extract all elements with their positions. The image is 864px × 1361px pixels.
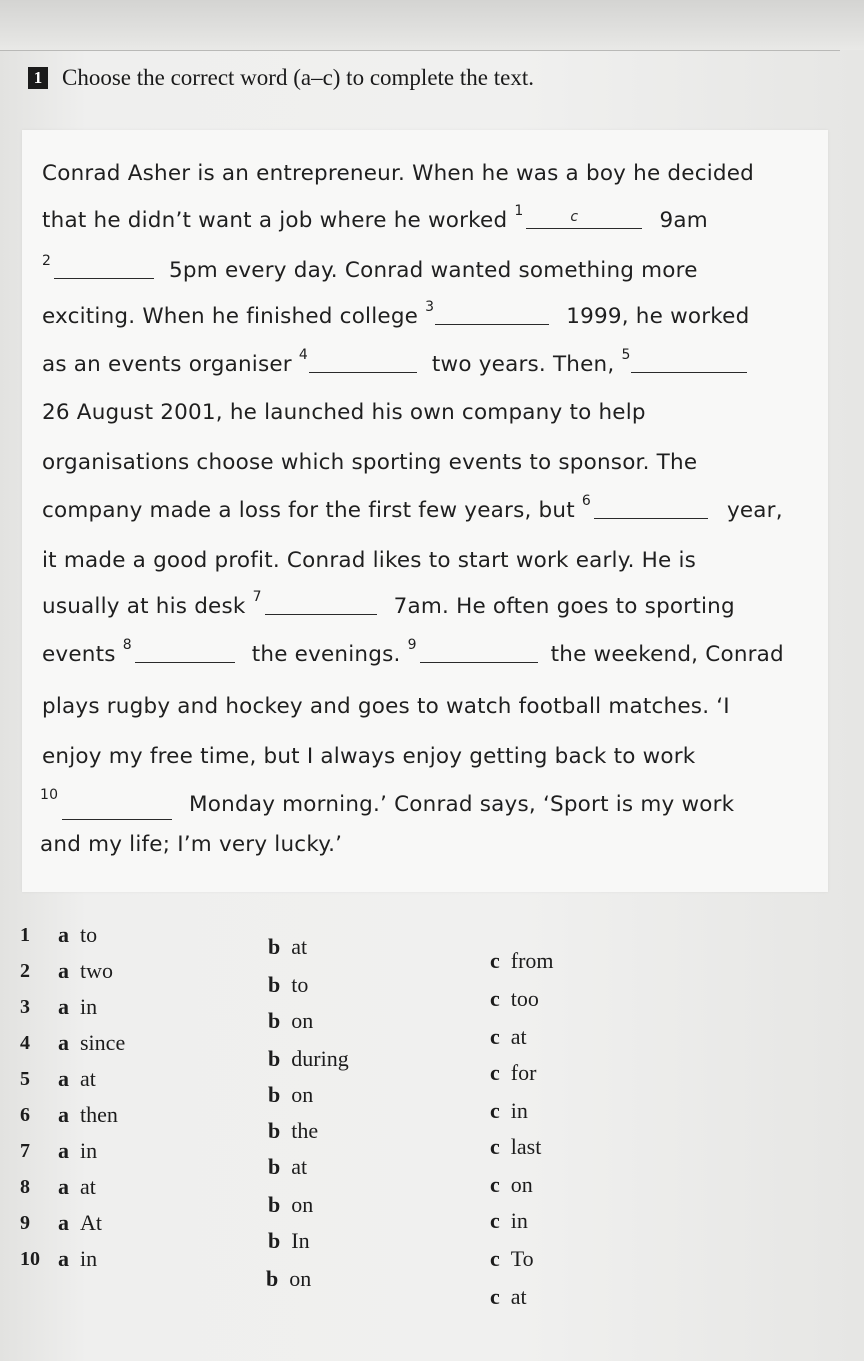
passage-text: two years. Then, <box>431 352 615 377</box>
passage-text: the evenings. <box>251 642 401 667</box>
option-8a[interactable] <box>58 1174 96 1200</box>
option-word: At <box>80 1210 102 1235</box>
option-1a[interactable] <box>58 922 97 948</box>
passage-line <box>42 638 784 672</box>
option-word: in <box>80 994 98 1019</box>
option-7b[interactable] <box>268 1154 307 1180</box>
question-number: 2 <box>20 960 30 982</box>
option-9a[interactable] <box>58 1210 102 1236</box>
blank-5[interactable] <box>621 348 747 382</box>
question-number: 5 <box>20 1068 30 1090</box>
passage-line <box>42 544 696 578</box>
exercise-number: 1 <box>28 67 48 89</box>
question-number: 8 <box>20 1176 30 1198</box>
option-word: on <box>289 1266 312 1291</box>
blank-3[interactable] <box>425 300 549 334</box>
option-word: In <box>291 1228 310 1253</box>
blank-line <box>594 518 708 519</box>
divider <box>0 50 840 51</box>
question-number: 6 <box>20 1104 30 1126</box>
option-word: in <box>510 1208 528 1233</box>
option-10c[interactable] <box>490 1284 527 1310</box>
option-word: to <box>291 972 309 997</box>
blank-7[interactable] <box>253 590 377 624</box>
passage-text: company made a loss for the first few years, but <box>42 498 575 523</box>
blank-answer: c <box>570 209 579 225</box>
passage-text: year, <box>726 498 783 523</box>
passage-text: enjoy my free time, but I always enjoy getting back to work <box>42 744 696 769</box>
passage-text: it made a good profit. Conrad likes to start work early. He is <box>42 548 697 573</box>
blank-number: 8 <box>122 637 132 653</box>
option-word: last <box>510 1134 542 1159</box>
option-letter: c <box>490 1024 500 1049</box>
blank-line <box>135 662 235 663</box>
option-word: in <box>80 1246 98 1271</box>
passage-text: usually at his desk <box>42 594 246 619</box>
passage-line <box>42 396 646 430</box>
passage-line <box>42 740 695 774</box>
blank-4[interactable] <box>299 348 417 382</box>
option-5c[interactable] <box>490 1098 528 1124</box>
blank-line <box>631 372 747 373</box>
blank-number: 10 <box>40 787 59 803</box>
passage-text: 9am <box>659 208 708 233</box>
option-word: on <box>291 1008 314 1033</box>
option-3a[interactable] <box>58 994 97 1020</box>
option-1b[interactable] <box>268 934 307 960</box>
option-word: during <box>291 1046 349 1071</box>
option-2a[interactable] <box>58 958 113 984</box>
passage-text: exciting. When he finished college <box>42 304 419 329</box>
option-word: since <box>80 1030 126 1055</box>
question-number: 4 <box>20 1032 30 1054</box>
option-8c[interactable] <box>490 1208 528 1234</box>
option-letter: c <box>490 1060 500 1085</box>
blank-number: 2 <box>42 253 52 269</box>
option-word: To <box>510 1246 534 1271</box>
option-letter: b <box>268 1118 281 1143</box>
passage-line <box>42 590 735 624</box>
passage-line <box>42 446 697 480</box>
option-letter: b <box>266 1266 279 1291</box>
option-word: at <box>80 1174 96 1199</box>
option-2b[interactable] <box>268 972 308 998</box>
option-word: to <box>80 922 98 947</box>
option-word: at <box>510 1024 527 1049</box>
passage-line <box>40 828 342 862</box>
blank-1[interactable] <box>514 204 642 238</box>
blank-line <box>420 662 538 663</box>
passage-text: Conrad Asher is an entrepreneur. When he was a boy he decided <box>42 161 755 186</box>
exercise-heading <box>28 62 534 94</box>
question-number: 3 <box>20 996 30 1018</box>
option-5b[interactable] <box>268 1082 313 1108</box>
blank-line <box>309 372 417 373</box>
option-letter: a <box>58 1174 69 1199</box>
passage-line <box>42 204 708 238</box>
option-3b[interactable] <box>268 1008 313 1034</box>
option-1c[interactable] <box>490 948 554 974</box>
passage-text: 5pm every day. Conrad wanted something more <box>169 258 698 283</box>
option-7a[interactable] <box>58 1138 97 1164</box>
option-letter: a <box>58 994 69 1019</box>
question-number: 10 <box>20 1248 40 1270</box>
option-word: two <box>80 958 113 983</box>
blank-line <box>526 228 642 229</box>
passage-text: events <box>42 642 116 667</box>
option-letter: b <box>268 1008 281 1033</box>
blank-line <box>435 324 549 325</box>
option-word: the <box>291 1118 319 1143</box>
option-word: in <box>510 1098 528 1123</box>
passage-line <box>42 494 783 528</box>
blank-6[interactable] <box>582 494 708 528</box>
option-6c[interactable] <box>490 1134 541 1160</box>
blank-number: 5 <box>621 347 631 363</box>
option-4a[interactable] <box>58 1030 125 1056</box>
option-word: on <box>291 1192 314 1217</box>
option-word: at <box>80 1066 96 1091</box>
passage-text: the weekend, Conrad <box>550 642 784 667</box>
blank-2[interactable] <box>42 254 154 288</box>
option-letter: b <box>268 1192 281 1217</box>
passage-text: 7am. He often goes to sporting <box>393 594 735 619</box>
option-letter: b <box>268 1082 281 1107</box>
passage-text: as an events organiser <box>42 352 292 377</box>
blank-line <box>62 819 172 820</box>
option-letter: c <box>490 1246 500 1271</box>
passage-line <box>42 348 747 382</box>
option-word: too <box>510 986 539 1011</box>
blank-line <box>265 614 377 615</box>
option-4c[interactable] <box>490 1060 536 1086</box>
option-word: on <box>291 1082 314 1107</box>
option-10b[interactable] <box>266 1266 311 1292</box>
option-word: at <box>510 1284 527 1309</box>
passage-text: 1999, he worked <box>566 304 750 329</box>
question-number: 1 <box>20 924 30 946</box>
option-3c[interactable] <box>490 1024 527 1050</box>
option-letter: c <box>490 1172 500 1197</box>
blank-number: 7 <box>252 589 262 605</box>
passage-line <box>42 254 698 288</box>
option-letter: c <box>490 1284 500 1309</box>
option-letter: a <box>58 958 69 983</box>
option-letter: a <box>58 1030 69 1055</box>
option-word: for <box>510 1060 537 1085</box>
option-letter: a <box>58 1246 69 1271</box>
option-7c[interactable] <box>490 1172 533 1198</box>
option-6a[interactable] <box>58 1102 118 1128</box>
option-letter: c <box>490 1098 500 1123</box>
option-letter: b <box>268 934 281 959</box>
passage-line <box>42 690 730 724</box>
blank-number: 9 <box>407 637 417 653</box>
option-10a[interactable] <box>58 1246 97 1272</box>
blank-number: 1 <box>514 203 524 219</box>
blank-number: 6 <box>581 493 591 509</box>
option-letter: c <box>490 1208 500 1233</box>
option-word: in <box>80 1138 98 1163</box>
passage-line <box>40 788 734 822</box>
instruction: Choose the correct word (a–c) to complete the text. <box>62 65 534 90</box>
blank-number: 4 <box>298 347 308 363</box>
option-word: at <box>291 934 308 959</box>
top-edge <box>0 0 864 50</box>
option-letter: a <box>58 1066 69 1091</box>
blank-8[interactable] <box>123 638 235 672</box>
blank-line <box>54 278 154 279</box>
question-number: 7 <box>20 1140 30 1162</box>
passage-text: 26 August 2001, he launched his own company to help <box>42 400 646 425</box>
passage-text: organisations choose which sporting events to sponsor. The <box>42 450 698 475</box>
option-letter: a <box>58 1138 69 1163</box>
blank-10[interactable] <box>40 788 172 822</box>
option-word: on <box>510 1172 533 1197</box>
option-4b[interactable] <box>268 1046 349 1072</box>
option-5a[interactable] <box>58 1066 96 1092</box>
blank-number: 3 <box>425 299 435 315</box>
option-letter: a <box>58 1210 69 1235</box>
option-word: then <box>80 1102 118 1127</box>
option-6b[interactable] <box>268 1118 318 1144</box>
option-letter: b <box>268 1046 281 1071</box>
option-letter: b <box>268 1154 281 1179</box>
question-number: 9 <box>20 1212 30 1234</box>
option-word: at <box>291 1154 308 1179</box>
option-letter: a <box>58 922 69 947</box>
option-letter: b <box>268 972 281 997</box>
option-word: from <box>510 948 554 973</box>
option-letter: c <box>490 986 500 1011</box>
option-9b[interactable] <box>268 1228 310 1254</box>
passage-box <box>22 130 828 892</box>
option-letter: c <box>490 1134 500 1159</box>
option-letter: c <box>490 948 500 973</box>
option-letter: a <box>58 1102 69 1127</box>
option-9c[interactable] <box>490 1246 534 1272</box>
passage-text: Monday morning.’ Conrad says, ‘Sport is my work <box>189 792 735 817</box>
passage-line <box>42 157 754 191</box>
passage-text: that he didn’t want a job where he worked <box>42 208 508 233</box>
blank-9[interactable] <box>408 638 538 672</box>
passage-text: and my life; I’m very lucky.’ <box>40 832 343 857</box>
passage-text: plays rugby and hockey and goes to watch football matches. ‘I <box>42 694 730 719</box>
option-8b[interactable] <box>268 1192 313 1218</box>
option-letter: b <box>268 1228 281 1253</box>
passage-line <box>42 300 749 334</box>
option-2c[interactable] <box>490 986 539 1012</box>
